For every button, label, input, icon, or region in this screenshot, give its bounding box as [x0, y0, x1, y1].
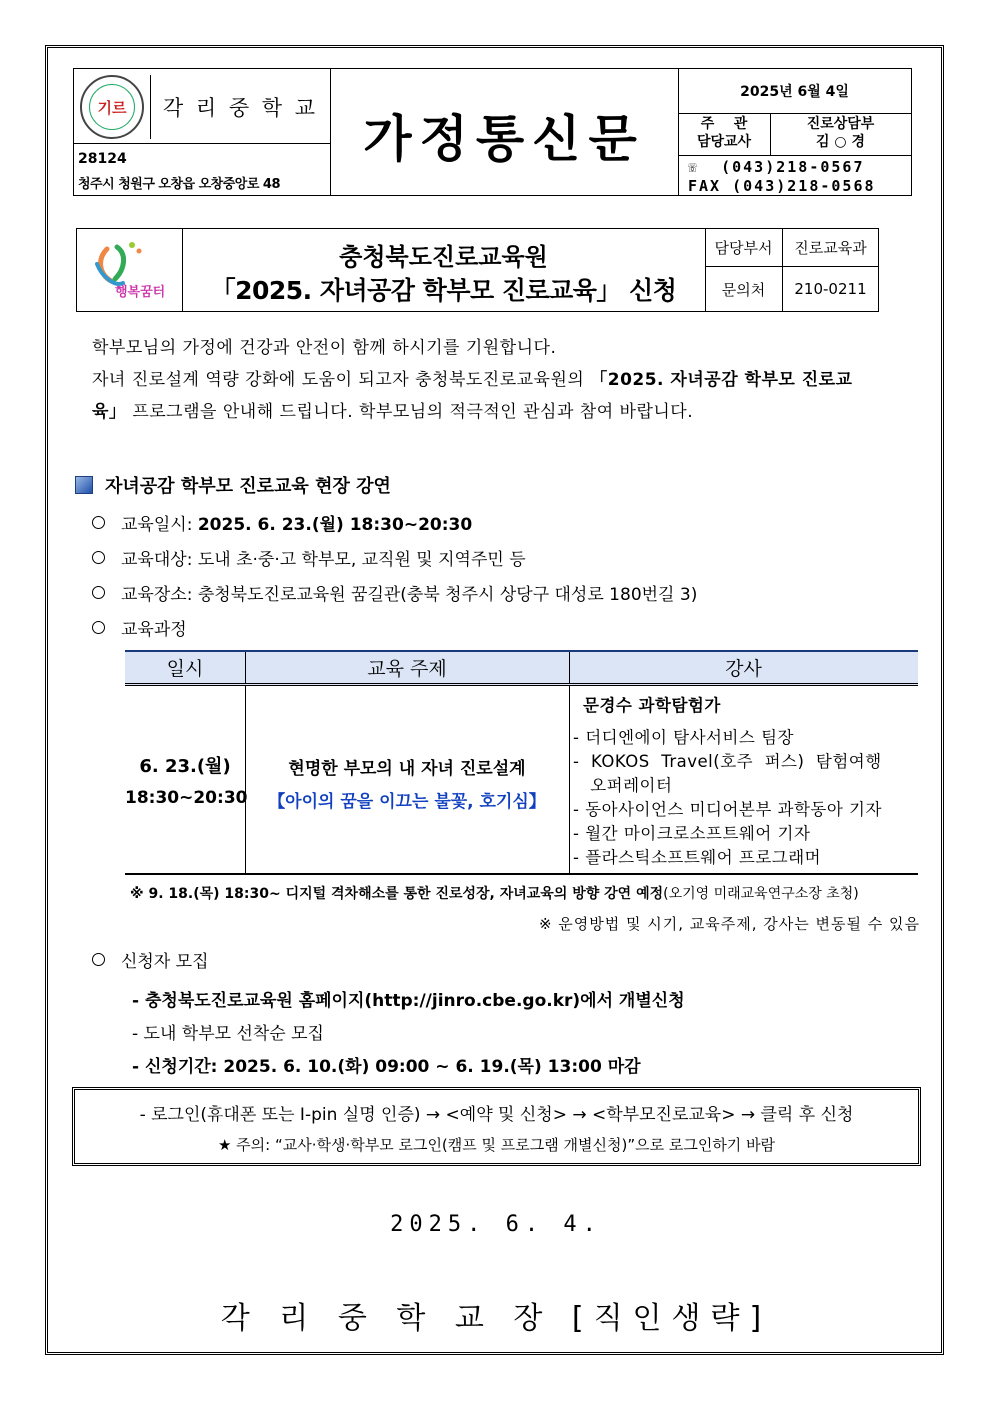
institute-logo-text: 행복꿈터 — [115, 285, 166, 300]
item-value: 충청북도진로교육원 꿈길관(충북 청주시 상당구 대성로 180번길 3) — [197, 585, 698, 605]
supervisor-label: 주 관 담당교사 — [696, 116, 752, 150]
cell-date: 6. 23.(월) — [139, 756, 231, 777]
lecturer-career: - 동아사이언스 미디어본부 과학동아 기자 — [573, 800, 882, 819]
contact-label: 문의처 — [705, 267, 783, 311]
zip-code: 28124 — [78, 151, 127, 167]
intro-line-2 — [92, 365, 852, 390]
intro-program-name-end: 육」 — [92, 402, 127, 422]
institute-logo — [77, 229, 183, 311]
recruit-line-3: - 신청기간: 2025. 6. 10.(화) 09:00 ~ 6. 19.(목) 13:00 마감 — [132, 1057, 641, 1077]
contact-info — [678, 69, 911, 195]
note-schedule-bold: ※ 9. 18.(목) 18:30~ 디지털 격차해소를 통한 진로성장, 자녀교육의 방향 강연 예정 — [130, 886, 664, 902]
item-value: 도내 초·중·고 학부모, 교직원 및 지역주민 등 — [197, 550, 526, 570]
school-name: 각 리 중 학 교 — [150, 75, 330, 139]
circle-bullet-icon — [92, 586, 105, 599]
lecturer-career: - 플라스틱소프트웨어 프로그래머 — [573, 848, 822, 867]
contact-value: 210-0211 — [794, 280, 867, 298]
header-lecturer: 강사 — [725, 658, 762, 680]
recruit-line-1: - 충청북도진로교육원 홈페이지(http://jinro.cbe.go.kr)에서 개별신청 — [132, 991, 685, 1011]
cell-time: 18:30~20:30 — [125, 788, 248, 808]
section-heading — [75, 472, 391, 498]
header-date: 일시 — [166, 658, 204, 680]
document-header — [73, 68, 912, 196]
list-item — [92, 510, 472, 535]
supervisor-value: 진로상담부 김 ○ 경 — [806, 116, 875, 150]
item-label: 교육대상: — [121, 550, 198, 570]
item-value: 2025. 6. 23.(월) 18:30~20:30 — [197, 515, 473, 535]
cell-subtopic: 【아이의 꿈을 이끄는 불꽃, 호기심】 — [268, 792, 546, 812]
dept-value: 진로교육과 — [783, 229, 878, 267]
recruit-heading — [92, 947, 209, 972]
square-bullet-icon — [75, 476, 93, 494]
issue-date: 2025년 6월 4일 — [740, 84, 849, 100]
circle-bullet-icon — [92, 551, 105, 564]
intro-line-3 — [92, 397, 693, 422]
note-schedule-plain: (오기영 미래교육연구소장 초청) — [663, 886, 859, 902]
list-item — [92, 545, 526, 570]
lecturer-career: - 월간 마이크로소프트웨어 기자 — [573, 824, 811, 843]
note-change: ※ 운영방법 및 시기, 교육주제, 강사는 변동될 수 있음 — [538, 915, 920, 933]
lecturer-career: 오퍼레이터 — [573, 776, 673, 795]
footer-date: 2025. 6. 4. — [390, 1212, 602, 1237]
note-schedule — [130, 883, 859, 903]
item-label: 교육일시: — [121, 515, 198, 535]
banner-title-line1: 충청북도진로교육원 — [339, 243, 548, 271]
cell-lecturer — [569, 686, 918, 873]
intro-text: 프로그램을 안내해 드립니다. 학부모님의 적극적인 관심과 참여 바랍니다. — [126, 402, 694, 422]
list-item — [92, 615, 187, 640]
fax-number: FAX (043)218-0568 — [688, 177, 876, 195]
table-header — [125, 650, 918, 686]
school-logo-text: 기르 — [89, 84, 135, 130]
school-logo — [80, 75, 144, 139]
divider — [74, 143, 330, 144]
intro-text: 자녀 진로설계 역량 강화에 도움이 되고자 충청북도진로교육원의 — [92, 370, 591, 390]
cell-topic: 현명한 부모의 내 자녀 진로설계 — [288, 759, 526, 779]
circle-bullet-icon — [92, 621, 105, 634]
login-instruction-box — [72, 1087, 921, 1166]
lecturer-name: 문경수 과학탐험가 — [583, 696, 721, 715]
list-item — [92, 580, 697, 605]
intro-line-1: 학부모님의 가정에 건강과 안전이 함께 하시기를 기원합니다. — [92, 338, 557, 358]
lecturer-career: - KOKOS Travel(호주 퍼스) 탐험여행 — [573, 752, 882, 771]
login-steps: - 로그인(휴대폰 또는 I-pin 실명 인증) → <예약 및 신청> → <학부모진로교육> → 클릭 후 신청 — [139, 1105, 854, 1125]
divider — [678, 155, 911, 156]
divider — [678, 113, 911, 114]
school-info — [74, 69, 331, 195]
item-label: 교육장소: — [121, 585, 198, 605]
recruit-line-2: - 도내 학부모 선착순 모집 — [132, 1024, 324, 1044]
lecturer-career: - 더디엔에이 탐사서비스 팀장 — [573, 728, 794, 747]
document-title: 가정통신문 — [363, 110, 645, 168]
dept-label: 담당부서 — [705, 229, 783, 267]
divider — [245, 686, 246, 873]
principal-signature: 각 리 중 학 교 장 [직인생략] — [220, 1301, 772, 1336]
title-cell — [330, 69, 679, 195]
phone-number: ☏ (043)218-0567 — [688, 158, 865, 176]
item-label: 교육과정 — [121, 620, 187, 640]
circle-bullet-icon — [92, 516, 105, 529]
circle-bullet-icon — [92, 953, 105, 966]
program-banner — [76, 228, 879, 312]
login-caution: ★ 주의: “교사·학생·학부모 로그인(캠프 및 프로그램 개별신청)”으로 로그인하기 바람 — [217, 1136, 776, 1154]
section-heading-text: 자녀공감 학부모 진로교육 현장 강연 — [105, 476, 391, 497]
table-row — [125, 686, 918, 875]
recruit-heading-text: 신청자 모집 — [121, 952, 209, 972]
school-address: 청주시 청원구 오창읍 오창중앙로 48 — [78, 177, 281, 192]
header-topic: 교육 주제 — [367, 658, 447, 680]
intro-program-name: 「2025. 자녀공감 학부모 진로교 — [590, 370, 853, 390]
banner-title-line2: 「2025. 자녀공감 학부모 진로교육」 신청 — [210, 276, 677, 305]
banner-title — [182, 229, 706, 311]
